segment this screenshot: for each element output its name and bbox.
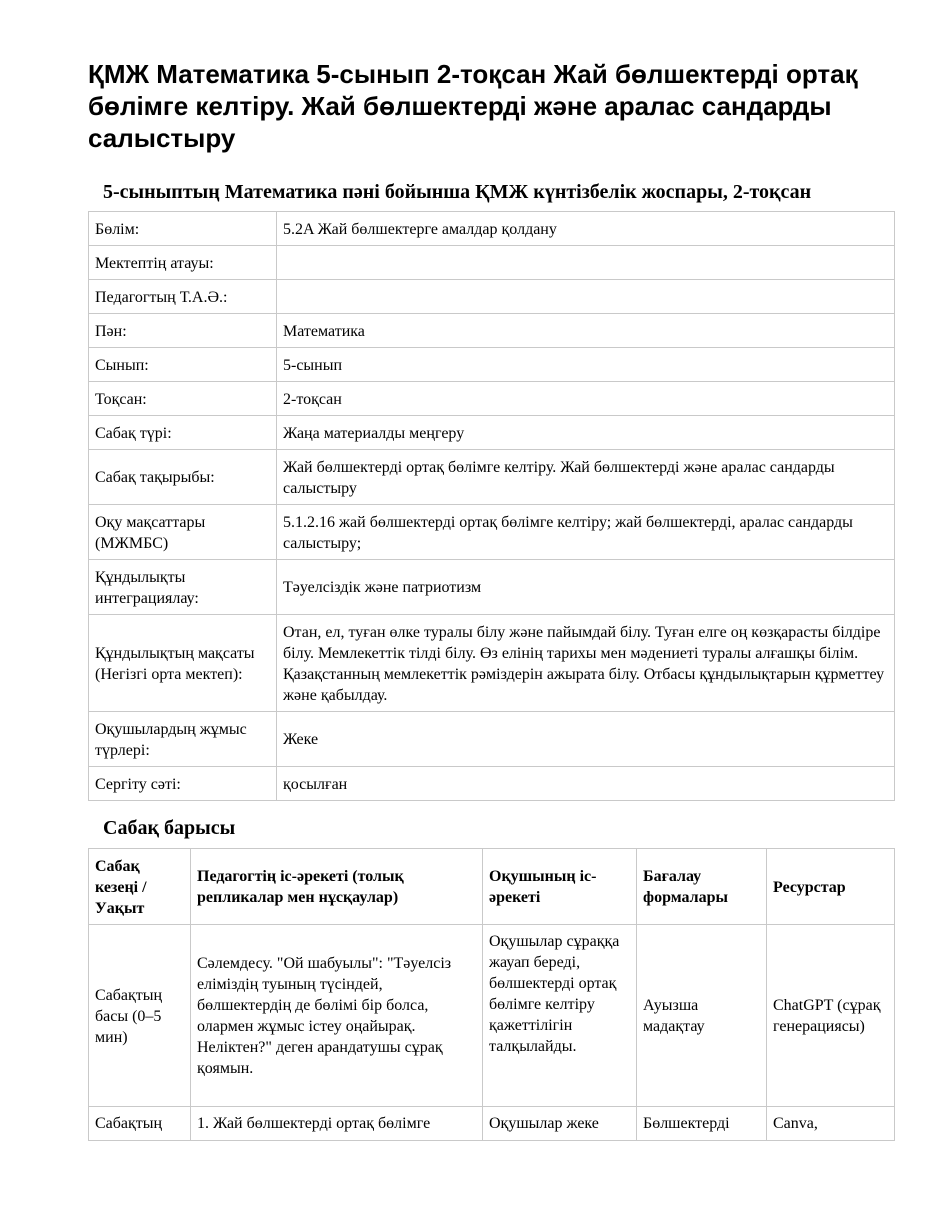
info-value xyxy=(277,246,895,280)
info-row-work-types xyxy=(89,712,895,767)
info-label: Тоқсан: xyxy=(89,382,277,416)
table-row xyxy=(89,925,895,1107)
info-value: Отан, ел, туған өлке туралы білу және пайымдай білу. Туған елге оң көзқарасты білдіре білу. Мемлекеттік тілді білу. Өз елінің тарихы мен мәдениеті туралы алғашқы білім. Қазақстанның мемлекеттік рәміздерін ажырата білу. Отбасы құндылықтарын құрметтеу және қабылдау. xyxy=(277,615,895,712)
info-value: қосылған xyxy=(277,767,895,801)
resources-cell: Canva, xyxy=(767,1107,895,1141)
info-label: Педагогтың Т.А.Ә.: xyxy=(89,280,277,314)
info-row-learning-goals xyxy=(89,505,895,560)
info-value: 5.1.2.16 жай бөлшектерді ортақ бөлімге келтіру; жай бөлшектерді, аралас сандарды салыстыру; xyxy=(277,505,895,560)
info-value: 5-сынып xyxy=(277,348,895,382)
info-label: Бөлім: xyxy=(89,212,277,246)
info-row-lesson-type xyxy=(89,416,895,450)
student-activity-cell: Оқушылар сұраққа жауап береді, бөлшектерді ортақ бөлімге келтіру қажеттілігін талқылайды. xyxy=(483,925,637,1107)
info-row-break xyxy=(89,767,895,801)
info-row-grade xyxy=(89,348,895,382)
info-label: Мектептің атауы: xyxy=(89,246,277,280)
column-header-assessment: Бағалау формалары xyxy=(637,849,767,925)
info-label: Сабақ түрі: xyxy=(89,416,277,450)
column-header-student-activity: Оқушының іс-әрекеті xyxy=(483,849,637,925)
info-value: Жаңа материалды меңгеру xyxy=(277,416,895,450)
table-row xyxy=(89,1107,895,1141)
info-label: Құндылықты интеграциялау: xyxy=(89,560,277,615)
assessment-cell: Ауызша мадақтау xyxy=(637,925,767,1107)
info-value: 5.2A Жай бөлшектерге амалдар қолдану xyxy=(277,212,895,246)
column-header-resources: Ресурстар xyxy=(767,849,895,925)
info-value xyxy=(277,280,895,314)
teacher-activity-cell: 1. Жай бөлшектерді ортақ бөлімге xyxy=(191,1107,483,1141)
student-activity-cell: Оқушылар жеке xyxy=(483,1107,637,1141)
document-page xyxy=(88,58,894,1141)
column-header-teacher-activity: Педагогтің іс-әрекеті (толық репликалар мен нұсқаулар) xyxy=(191,849,483,925)
lesson-stage-cell: Сабақтың басы (0–5 мин) xyxy=(89,925,191,1107)
info-row-value-integration xyxy=(89,560,895,615)
table-header-row xyxy=(89,849,895,925)
info-row-teacher xyxy=(89,280,895,314)
info-value: Жай бөлшектерді ортақ бөлімге келтіру. Жай бөлшектерді және аралас сандарды салыстыру xyxy=(277,450,895,505)
info-value: Жеке xyxy=(277,712,895,767)
plan-heading: 5-сыныптың Математика пәні бойынша ҚМЖ күнтізбелік жоспары, 2-тоқсан xyxy=(103,181,812,203)
info-label: Сынып: xyxy=(89,348,277,382)
lesson-flow-heading: Сабақ барысы xyxy=(103,817,236,839)
column-header-stage: Сабақ кезеңі / Уақыт xyxy=(89,849,191,925)
info-label: Құндылықтың мақсаты (Негізгі орта мектеп): xyxy=(89,615,277,712)
info-label: Сергіту сәті: xyxy=(89,767,277,801)
info-value: Тәуелсіздік және патриотизм xyxy=(277,560,895,615)
resources-cell: ChatGPT (сұрақ генерациясы) xyxy=(767,925,895,1107)
info-row-subject xyxy=(89,314,895,348)
document-title: ҚМЖ Математика 5-сынып 2-тоқсан Жай бөлшектерді ортақ бөлімге келтіру. Жай бөлшектерді және аралас сандарды салыстыру xyxy=(88,59,858,153)
info-label: Оқушылардың жұмыс түрлері: xyxy=(89,712,277,767)
info-row-quarter xyxy=(89,382,895,416)
lesson-stage-cell: Сабақтың xyxy=(89,1107,191,1141)
info-label: Пән: xyxy=(89,314,277,348)
info-row-school xyxy=(89,246,895,280)
info-label: Оқу мақсаттары (МЖМБС) xyxy=(89,505,277,560)
assessment-cell: Бөлшектерді xyxy=(637,1107,767,1141)
info-value: 2-тоқсан xyxy=(277,382,895,416)
info-row-section xyxy=(89,212,895,246)
info-row-lesson-topic xyxy=(89,450,895,505)
teacher-activity-cell: Сәлемдесу. "Ой шабуылы": "Тәуелсіз еліміздің туының түсіндей, бөлшектердің де бөлімі бір болса, олармен жұмыс істеу оңайырақ. Неліктен?" деген арандатушы сұрақ қоямын. xyxy=(191,925,483,1107)
info-label: Сабақ тақырыбы: xyxy=(89,450,277,505)
info-value: Математика xyxy=(277,314,895,348)
info-row-value-goal xyxy=(89,615,895,712)
lesson-flow-table xyxy=(88,848,895,1141)
lesson-info-table xyxy=(88,211,895,801)
